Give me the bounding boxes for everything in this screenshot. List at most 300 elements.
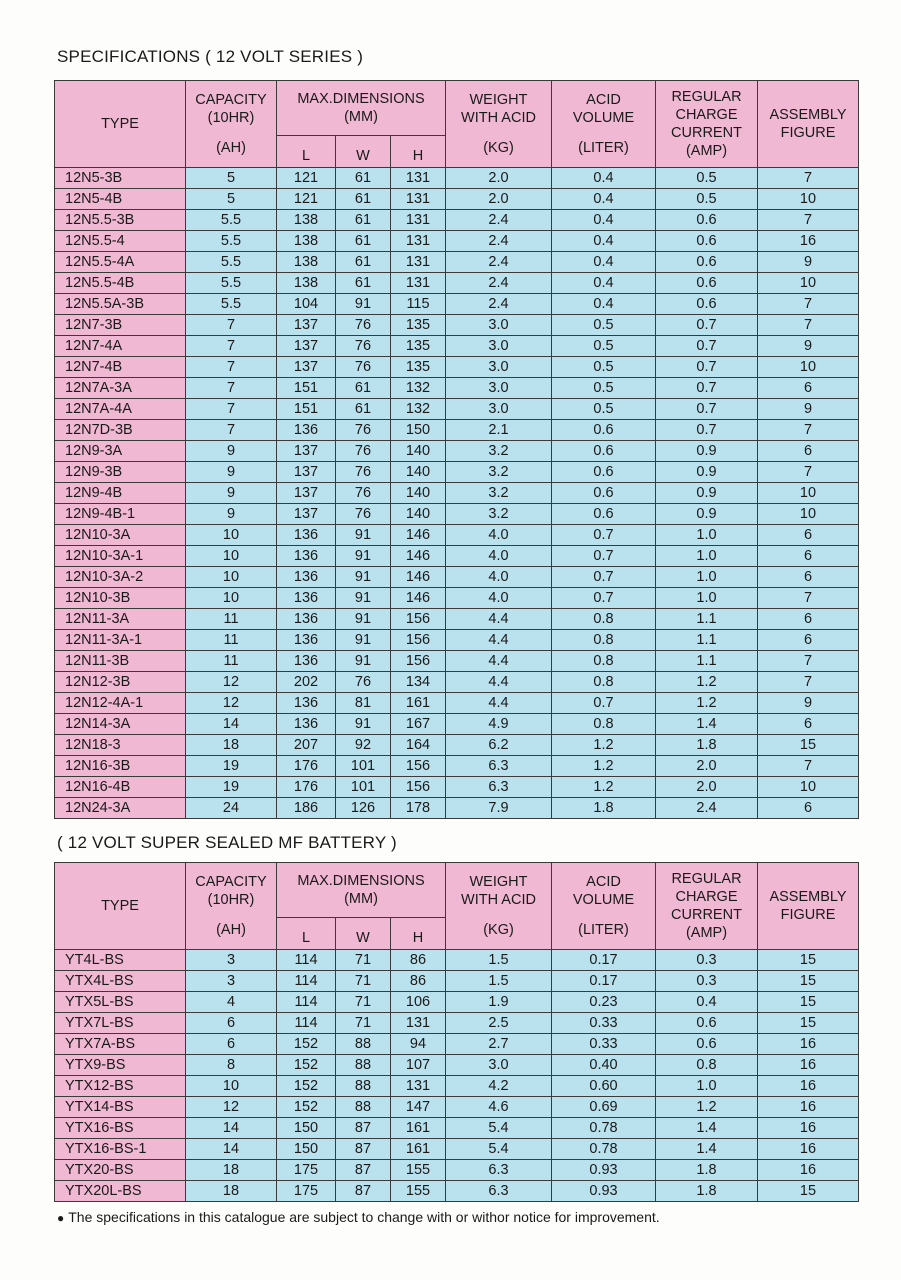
cell-dim-h: 132: [391, 378, 446, 399]
cell-charge-current: 0.7: [656, 399, 758, 420]
cell-dim-h: 161: [391, 1118, 446, 1139]
cell-capacity: 11: [186, 651, 277, 672]
cell-charge-current: 0.6: [656, 1013, 758, 1034]
cell-charge-current: 1.1: [656, 630, 758, 651]
cell-assembly-figure: 16: [758, 231, 859, 252]
cell-charge-current: 0.6: [656, 294, 758, 315]
cell-charge-current: 0.5: [656, 168, 758, 189]
cell-dim-w: 91: [336, 714, 391, 735]
section-title-super-sealed-mf: ( 12 VOLT SUPER SEALED MF BATTERY ): [57, 833, 397, 852]
cell-dim-h: 140: [391, 441, 446, 462]
cell-assembly-figure: 15: [758, 971, 859, 992]
cell-assembly-figure: 7: [758, 294, 859, 315]
cell-dim-l: 138: [277, 273, 336, 294]
cell-weight: 3.0: [446, 378, 552, 399]
cell-type: 12N10-3A-2: [55, 567, 186, 588]
header-dim-w: W: [336, 136, 391, 168]
cell-weight: 3.2: [446, 483, 552, 504]
cell-charge-current: 0.5: [656, 189, 758, 210]
table-row: [55, 357, 859, 378]
cell-assembly-figure: 7: [758, 315, 859, 336]
cell-acid-volume: 0.5: [552, 357, 656, 378]
header-capacity: CAPACITY (10HR) (AH): [186, 863, 277, 950]
footnote: [57, 1209, 660, 1225]
cell-assembly-figure: 15: [758, 950, 859, 971]
bullet-icon: ●: [57, 1211, 65, 1225]
cell-dim-w: 91: [336, 525, 391, 546]
cell-charge-current: 0.6: [656, 273, 758, 294]
cell-weight: 6.2: [446, 735, 552, 756]
cell-acid-volume: 0.60: [552, 1076, 656, 1097]
cell-assembly-figure: 10: [758, 504, 859, 525]
cell-dim-h: 131: [391, 1076, 446, 1097]
cell-acid-volume: 0.17: [552, 950, 656, 971]
cell-dim-w: 88: [336, 1076, 391, 1097]
cell-dim-l: 137: [277, 504, 336, 525]
cell-weight: 3.0: [446, 336, 552, 357]
cell-weight: 3.2: [446, 441, 552, 462]
cell-dim-w: 61: [336, 189, 391, 210]
table-row: [55, 588, 859, 609]
table-row: [55, 210, 859, 231]
cell-weight: 5.4: [446, 1139, 552, 1160]
cell-weight: 2.4: [446, 252, 552, 273]
cell-type: 12N5.5-4B: [55, 273, 186, 294]
cell-acid-volume: 0.8: [552, 672, 656, 693]
cell-type: 12N5.5-4: [55, 231, 186, 252]
cell-dim-h: 131: [391, 273, 446, 294]
cell-dim-h: 155: [391, 1160, 446, 1181]
cell-type: 12N5.5A-3B: [55, 294, 186, 315]
header-dim-l: L: [277, 136, 336, 168]
cell-dim-h: 94: [391, 1034, 446, 1055]
cell-capacity: 18: [186, 1160, 277, 1181]
cell-acid-volume: 1.2: [552, 756, 656, 777]
cell-capacity: 11: [186, 609, 277, 630]
cell-dim-h: 156: [391, 756, 446, 777]
cell-charge-current: 1.1: [656, 651, 758, 672]
header-acid-volume: ACID VOLUME (LITER): [552, 863, 656, 950]
cell-type: 12N7-4B: [55, 357, 186, 378]
cell-capacity: 5.5: [186, 252, 277, 273]
table-row: [55, 189, 859, 210]
cell-charge-current: 1.8: [656, 1181, 758, 1202]
header-assembly-figure: ASSEMBLY FIGURE: [758, 863, 859, 950]
cell-dim-l: 137: [277, 357, 336, 378]
table-row: [55, 525, 859, 546]
cell-capacity: 7: [186, 399, 277, 420]
cell-capacity: 8: [186, 1055, 277, 1076]
cell-dim-h: 161: [391, 693, 446, 714]
table-row: [55, 546, 859, 567]
cell-acid-volume: 0.7: [552, 525, 656, 546]
cell-capacity: 9: [186, 441, 277, 462]
cell-capacity: 14: [186, 1118, 277, 1139]
cell-acid-volume: 0.93: [552, 1160, 656, 1181]
cell-dim-w: 87: [336, 1118, 391, 1139]
cell-weight: 7.9: [446, 798, 552, 819]
cell-assembly-figure: 6: [758, 798, 859, 819]
cell-type: YTX5L-BS: [55, 992, 186, 1013]
table-row: [55, 420, 859, 441]
cell-dim-h: 131: [391, 252, 446, 273]
cell-charge-current: 0.7: [656, 336, 758, 357]
cell-dim-w: 126: [336, 798, 391, 819]
cell-dim-h: 131: [391, 168, 446, 189]
cell-charge-current: 1.2: [656, 672, 758, 693]
cell-capacity: 12: [186, 1097, 277, 1118]
cell-weight: 1.5: [446, 971, 552, 992]
cell-weight: 2.4: [446, 294, 552, 315]
cell-type: 12N9-3B: [55, 462, 186, 483]
cell-weight: 4.4: [446, 651, 552, 672]
cell-acid-volume: 0.4: [552, 168, 656, 189]
cell-type: 12N5-4B: [55, 189, 186, 210]
cell-capacity: 10: [186, 588, 277, 609]
cell-capacity: 10: [186, 546, 277, 567]
cell-dim-w: 76: [336, 336, 391, 357]
cell-assembly-figure: 10: [758, 189, 859, 210]
table-row: [55, 971, 859, 992]
cell-type: 12N7-4A: [55, 336, 186, 357]
cell-dim-w: 71: [336, 971, 391, 992]
cell-dim-w: 88: [336, 1097, 391, 1118]
cell-weight: 6.3: [446, 756, 552, 777]
cell-dim-w: 81: [336, 693, 391, 714]
cell-dim-w: 88: [336, 1055, 391, 1076]
header-dim-h: H: [391, 918, 446, 950]
table-row: [55, 672, 859, 693]
cell-acid-volume: 0.17: [552, 971, 656, 992]
cell-assembly-figure: 16: [758, 1097, 859, 1118]
cell-dim-h: 86: [391, 950, 446, 971]
cell-capacity: 19: [186, 777, 277, 798]
cell-type: YTX14-BS: [55, 1097, 186, 1118]
cell-weight: 4.0: [446, 588, 552, 609]
cell-acid-volume: 0.40: [552, 1055, 656, 1076]
cell-type: 12N7-3B: [55, 315, 186, 336]
cell-charge-current: 1.0: [656, 525, 758, 546]
cell-dim-l: 136: [277, 525, 336, 546]
cell-dim-l: 136: [277, 588, 336, 609]
table-row: [55, 714, 859, 735]
cell-dim-l: 114: [277, 950, 336, 971]
cell-dim-l: 137: [277, 441, 336, 462]
cell-charge-current: 1.2: [656, 693, 758, 714]
cell-charge-current: 0.7: [656, 378, 758, 399]
cell-charge-current: 2.4: [656, 798, 758, 819]
cell-charge-current: 0.9: [656, 462, 758, 483]
cell-acid-volume: 0.78: [552, 1139, 656, 1160]
table-row: [55, 315, 859, 336]
cell-acid-volume: 0.6: [552, 420, 656, 441]
cell-weight: 2.1: [446, 420, 552, 441]
table-body: [55, 168, 859, 819]
table-row: [55, 231, 859, 252]
cell-dim-h: 161: [391, 1139, 446, 1160]
cell-dim-h: 131: [391, 210, 446, 231]
cell-acid-volume: 0.7: [552, 546, 656, 567]
cell-charge-current: 1.2: [656, 1097, 758, 1118]
cell-dim-w: 61: [336, 231, 391, 252]
cell-dim-w: 71: [336, 950, 391, 971]
table-row: [55, 630, 859, 651]
cell-dim-w: 71: [336, 992, 391, 1013]
cell-assembly-figure: 9: [758, 336, 859, 357]
cell-assembly-figure: 6: [758, 378, 859, 399]
cell-assembly-figure: 6: [758, 567, 859, 588]
cell-dim-w: 61: [336, 252, 391, 273]
cell-acid-volume: 1.2: [552, 735, 656, 756]
cell-acid-volume: 0.5: [552, 399, 656, 420]
cell-dim-l: 136: [277, 693, 336, 714]
cell-dim-l: 152: [277, 1055, 336, 1076]
cell-type: 12N18-3: [55, 735, 186, 756]
cell-capacity: 12: [186, 672, 277, 693]
cell-type: 12N9-4B: [55, 483, 186, 504]
cell-charge-current: 1.1: [656, 609, 758, 630]
cell-weight: 3.0: [446, 1055, 552, 1076]
cell-assembly-figure: 6: [758, 441, 859, 462]
cell-weight: 2.5: [446, 1013, 552, 1034]
cell-charge-current: 0.6: [656, 210, 758, 231]
cell-type: 12N10-3A-1: [55, 546, 186, 567]
table-body: [55, 950, 859, 1202]
cell-dim-l: 136: [277, 651, 336, 672]
cell-dim-w: 76: [336, 357, 391, 378]
cell-dim-w: 71: [336, 1013, 391, 1034]
cell-assembly-figure: 7: [758, 210, 859, 231]
cell-acid-volume: 0.8: [552, 630, 656, 651]
cell-dim-h: 156: [391, 609, 446, 630]
cell-type: 12N16-3B: [55, 756, 186, 777]
cell-acid-volume: 0.5: [552, 378, 656, 399]
cell-charge-current: 2.0: [656, 777, 758, 798]
cell-capacity: 10: [186, 1076, 277, 1097]
table-row: [55, 378, 859, 399]
cell-dim-h: 115: [391, 294, 446, 315]
cell-charge-current: 1.4: [656, 714, 758, 735]
cell-dim-h: 147: [391, 1097, 446, 1118]
cell-dim-l: 207: [277, 735, 336, 756]
cell-dim-w: 101: [336, 777, 391, 798]
cell-type: 12N10-3A: [55, 525, 186, 546]
cell-weight: 3.2: [446, 462, 552, 483]
cell-capacity: 10: [186, 525, 277, 546]
cell-dim-l: 151: [277, 399, 336, 420]
cell-capacity: 18: [186, 735, 277, 756]
table-row: [55, 441, 859, 462]
cell-type: 12N5.5-4A: [55, 252, 186, 273]
cell-acid-volume: 0.6: [552, 462, 656, 483]
cell-weight: 4.4: [446, 609, 552, 630]
cell-weight: 3.0: [446, 357, 552, 378]
header-weight: WEIGHT WITH ACID (KG): [446, 81, 552, 168]
table-row: [55, 1076, 859, 1097]
cell-charge-current: 2.0: [656, 756, 758, 777]
cell-dim-h: 164: [391, 735, 446, 756]
cell-dim-w: 101: [336, 756, 391, 777]
cell-type: 12N12-3B: [55, 672, 186, 693]
cell-assembly-figure: 6: [758, 714, 859, 735]
cell-capacity: 24: [186, 798, 277, 819]
cell-charge-current: 1.4: [656, 1118, 758, 1139]
cell-capacity: 6: [186, 1034, 277, 1055]
cell-dim-w: 92: [336, 735, 391, 756]
cell-capacity: 18: [186, 1181, 277, 1202]
cell-type: YTX9-BS: [55, 1055, 186, 1076]
cell-charge-current: 0.8: [656, 1055, 758, 1076]
cell-capacity: 7: [186, 336, 277, 357]
header-assembly-figure: ASSEMBLY FIGURE: [758, 81, 859, 168]
cell-acid-volume: 0.8: [552, 651, 656, 672]
cell-capacity: 9: [186, 462, 277, 483]
cell-weight: 4.0: [446, 525, 552, 546]
cell-dim-l: 137: [277, 483, 336, 504]
cell-weight: 4.4: [446, 693, 552, 714]
table-row: [55, 1139, 859, 1160]
cell-acid-volume: 0.7: [552, 693, 656, 714]
table-row: [55, 252, 859, 273]
cell-dim-l: 138: [277, 252, 336, 273]
cell-capacity: 4: [186, 992, 277, 1013]
header-acid-volume: ACID VOLUME (LITER): [552, 81, 656, 168]
cell-dim-l: 114: [277, 992, 336, 1013]
cell-type: YTX20L-BS: [55, 1181, 186, 1202]
cell-dim-h: 140: [391, 504, 446, 525]
cell-type: 12N5.5-3B: [55, 210, 186, 231]
cell-dim-w: 87: [336, 1160, 391, 1181]
cell-capacity: 9: [186, 504, 277, 525]
cell-dim-w: 91: [336, 609, 391, 630]
cell-dim-l: 136: [277, 420, 336, 441]
cell-dim-h: 178: [391, 798, 446, 819]
table-row: [55, 567, 859, 588]
cell-assembly-figure: 16: [758, 1034, 859, 1055]
header-max-dimensions: MAX.DIMENSIONS (MM): [277, 81, 446, 136]
cell-dim-h: 140: [391, 483, 446, 504]
cell-dim-l: 136: [277, 567, 336, 588]
cell-type: 12N7A-4A: [55, 399, 186, 420]
table-row: [55, 483, 859, 504]
cell-assembly-figure: 10: [758, 483, 859, 504]
cell-charge-current: 0.9: [656, 441, 758, 462]
cell-assembly-figure: 7: [758, 651, 859, 672]
cell-assembly-figure: 6: [758, 546, 859, 567]
cell-acid-volume: 0.4: [552, 231, 656, 252]
cell-dim-l: 186: [277, 798, 336, 819]
cell-dim-l: 137: [277, 336, 336, 357]
table-row: [55, 1181, 859, 1202]
cell-acid-volume: 0.5: [552, 315, 656, 336]
cell-dim-l: 176: [277, 777, 336, 798]
cell-assembly-figure: 15: [758, 735, 859, 756]
cell-capacity: 9: [186, 483, 277, 504]
cell-capacity: 19: [186, 756, 277, 777]
cell-weight: 3.0: [446, 399, 552, 420]
cell-weight: 4.6: [446, 1097, 552, 1118]
cell-charge-current: 1.8: [656, 1160, 758, 1181]
table-row: [55, 504, 859, 525]
cell-dim-w: 87: [336, 1139, 391, 1160]
cell-dim-h: 131: [391, 189, 446, 210]
cell-dim-w: 61: [336, 273, 391, 294]
cell-assembly-figure: 7: [758, 672, 859, 693]
cell-weight: 6.3: [446, 777, 552, 798]
cell-assembly-figure: 6: [758, 525, 859, 546]
table-row: [55, 798, 859, 819]
cell-type: 12N12-4A-1: [55, 693, 186, 714]
cell-assembly-figure: 6: [758, 609, 859, 630]
cell-weight: 2.0: [446, 189, 552, 210]
cell-dim-h: 135: [391, 315, 446, 336]
cell-weight: 2.4: [446, 273, 552, 294]
cell-assembly-figure: 7: [758, 462, 859, 483]
table-row: [55, 273, 859, 294]
cell-dim-w: 76: [336, 315, 391, 336]
cell-capacity: 6: [186, 1013, 277, 1034]
table-header: [55, 81, 859, 168]
table-row: [55, 294, 859, 315]
cell-dim-w: 61: [336, 378, 391, 399]
cell-type: 12N14-3A: [55, 714, 186, 735]
table-row: [55, 651, 859, 672]
cell-capacity: 5: [186, 168, 277, 189]
cell-weight: 5.4: [446, 1118, 552, 1139]
cell-dim-l: 136: [277, 630, 336, 651]
table-row: [55, 992, 859, 1013]
cell-dim-w: 61: [336, 210, 391, 231]
cell-charge-current: 1.0: [656, 1076, 758, 1097]
table-row: [55, 777, 859, 798]
header-dim-h: H: [391, 136, 446, 168]
cell-weight: 3.0: [446, 315, 552, 336]
cell-acid-volume: 0.23: [552, 992, 656, 1013]
cell-dim-l: 121: [277, 189, 336, 210]
cell-weight: 2.7: [446, 1034, 552, 1055]
cell-acid-volume: 0.69: [552, 1097, 656, 1118]
cell-type: YTX7L-BS: [55, 1013, 186, 1034]
cell-acid-volume: 0.4: [552, 294, 656, 315]
header-type: TYPE: [55, 863, 186, 950]
header-dim-w: W: [336, 918, 391, 950]
cell-assembly-figure: 15: [758, 1013, 859, 1034]
cell-type: YTX16-BS: [55, 1118, 186, 1139]
cell-acid-volume: 0.6: [552, 504, 656, 525]
cell-acid-volume: 0.7: [552, 567, 656, 588]
cell-capacity: 7: [186, 378, 277, 399]
cell-dim-l: 114: [277, 971, 336, 992]
table-header: [55, 863, 859, 950]
cell-dim-h: 140: [391, 462, 446, 483]
cell-dim-h: 150: [391, 420, 446, 441]
cell-type: 12N11-3A: [55, 609, 186, 630]
cell-dim-l: 104: [277, 294, 336, 315]
cell-assembly-figure: 15: [758, 1181, 859, 1202]
cell-capacity: 7: [186, 315, 277, 336]
cell-acid-volume: 0.7: [552, 588, 656, 609]
cell-weight: 1.5: [446, 950, 552, 971]
cell-dim-l: 176: [277, 756, 336, 777]
cell-dim-h: 167: [391, 714, 446, 735]
section-title-12-volt-series: SPECIFICATIONS ( 12 VOLT SERIES ): [57, 47, 364, 66]
cell-acid-volume: 1.2: [552, 777, 656, 798]
cell-dim-h: 135: [391, 357, 446, 378]
cell-dim-h: 146: [391, 546, 446, 567]
cell-weight: 4.0: [446, 546, 552, 567]
cell-acid-volume: 0.93: [552, 1181, 656, 1202]
cell-acid-volume: 0.5: [552, 336, 656, 357]
